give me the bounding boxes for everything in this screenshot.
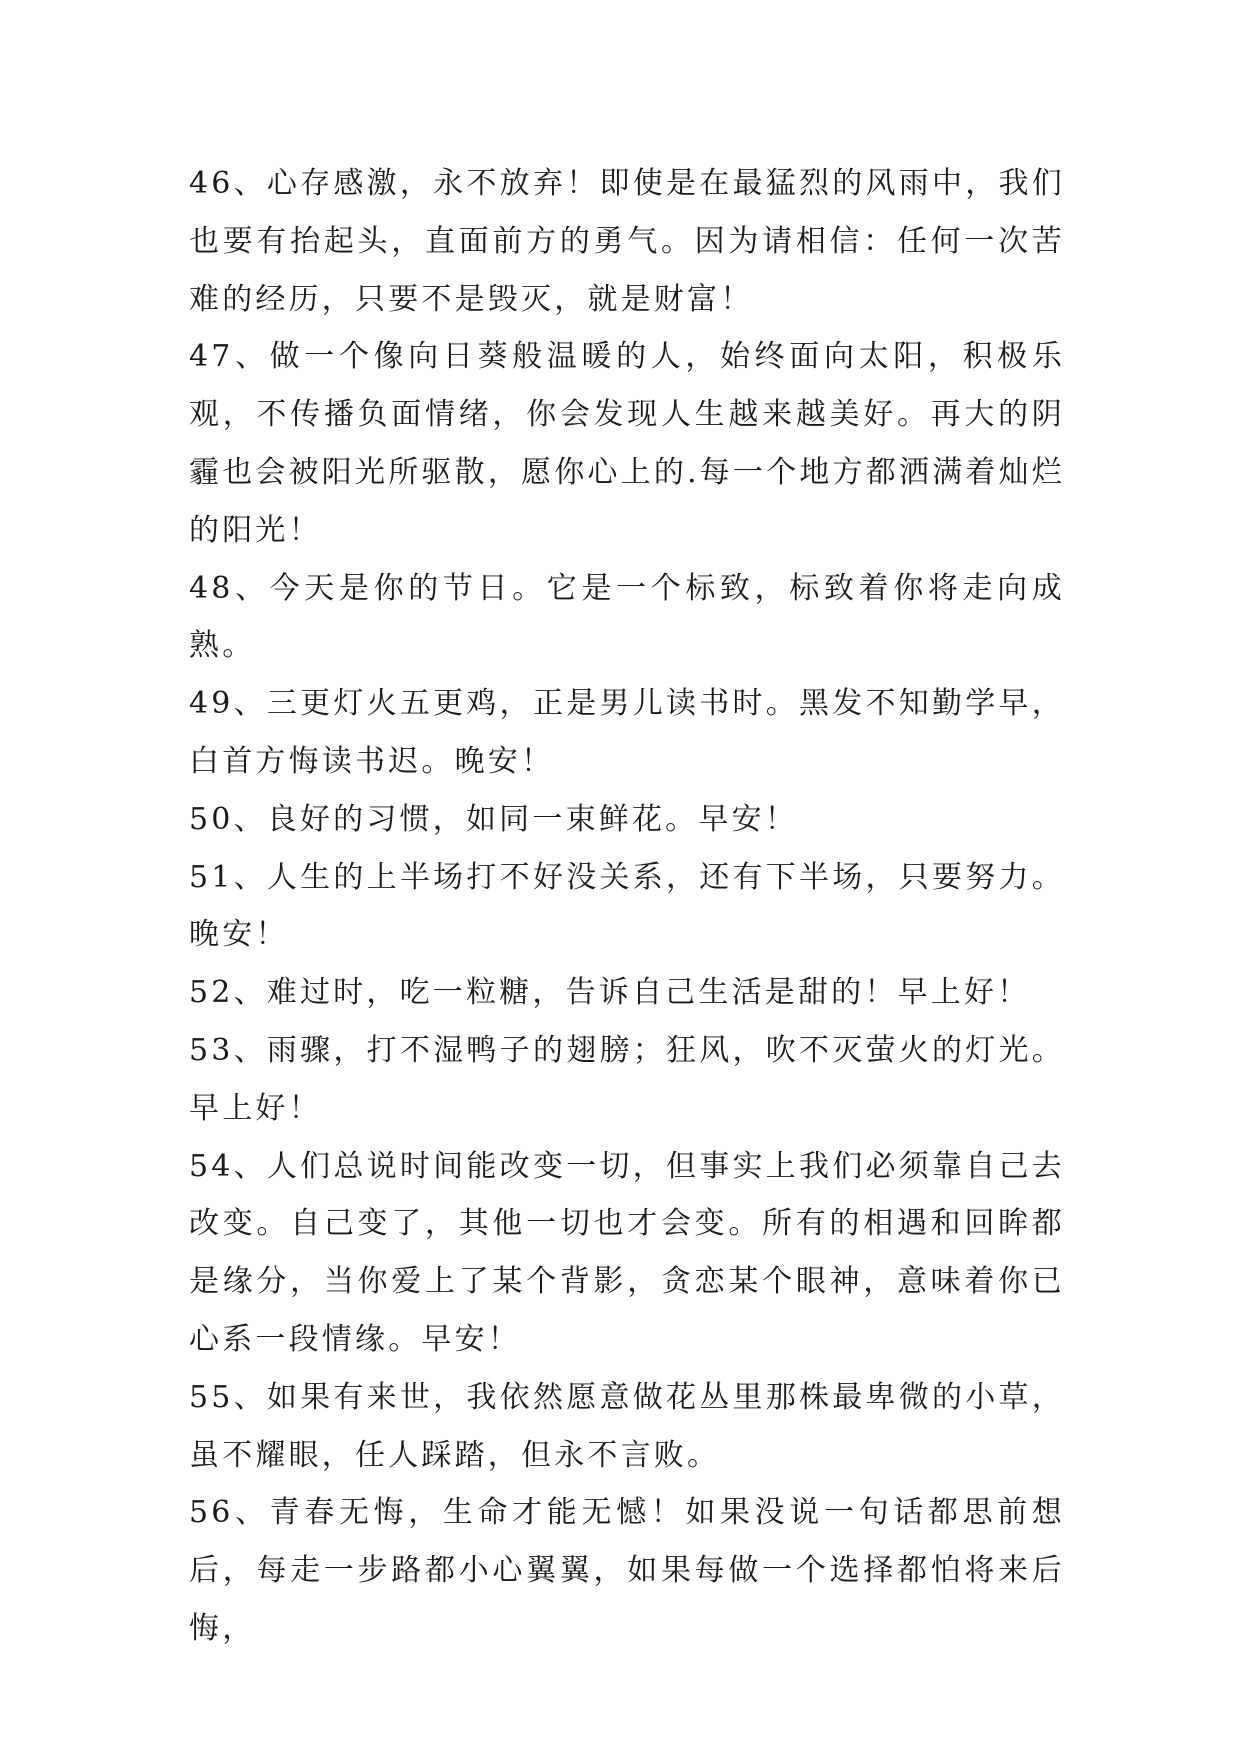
paragraph-54: 54、人们总说时间能改变一切，但事实上我们必须靠自己去改变。自己变了，其他一切也才会变。所有的相遇和回眸都是缘分，当你爱上了某个背影，贪恋某个眼神，意味着你已心系一段情缘。早安！: [189, 1148, 1065, 1357]
paragraph-46: 46、心存感激，永不放弃！即使是在最猛烈的风雨中，我们也要有抬起头，直面前方的勇气。因为请相信：任何一次苦难的经历，只要不是毁灭，就是财富！: [189, 166, 1065, 317]
paragraph-55: 55、如果有来世，我依然愿意做花丛里那株最卑微的小草，虽不耀眼，任人踩踏，但永不言败。: [189, 1379, 1065, 1473]
paragraph-47: 47、做一个像向日葵般温暖的人，始终面向太阳，积极乐观，不传播负面情绪，你会发现人生越来越美好。再大的阴霾也会被阳光所驱散，愿你心上的.每一个地方都洒满着灿烂的阳光！: [189, 339, 1065, 548]
paragraph-53: 53、雨骤，打不湿鸭子的翅膀；狂风，吹不灭萤火的灯光。早上好！: [189, 1032, 1065, 1126]
paragraph-49: 49、三更灯火五更鸡，正是男儿读书时。黑发不知勤学早，白首方悔读书迟。晚安！: [189, 686, 1065, 779]
paragraph-51: 51、人生的上半场打不好没关系，还有下半场，只要努力。晚安！: [189, 859, 1065, 953]
document-body: [189, 155, 1065, 1658]
paragraph-48: 48、今天是你的节日。它是一个标致，标致着你将走向成熟。: [189, 570, 1065, 664]
paragraph-52: 52、难过时，吃一粒糖，告诉自己生活是甜的！早上好！: [189, 975, 1031, 1011]
paragraph-56: 56、青春无悔，生命才能无憾！如果没说一句话都思前想后，每走一步路都小心翼翼，如果每做一个选择都怕将来后悔，: [189, 1495, 1065, 1646]
paragraph-50: 50、良好的习惯，如同一束鲜花。早安！: [189, 801, 798, 837]
